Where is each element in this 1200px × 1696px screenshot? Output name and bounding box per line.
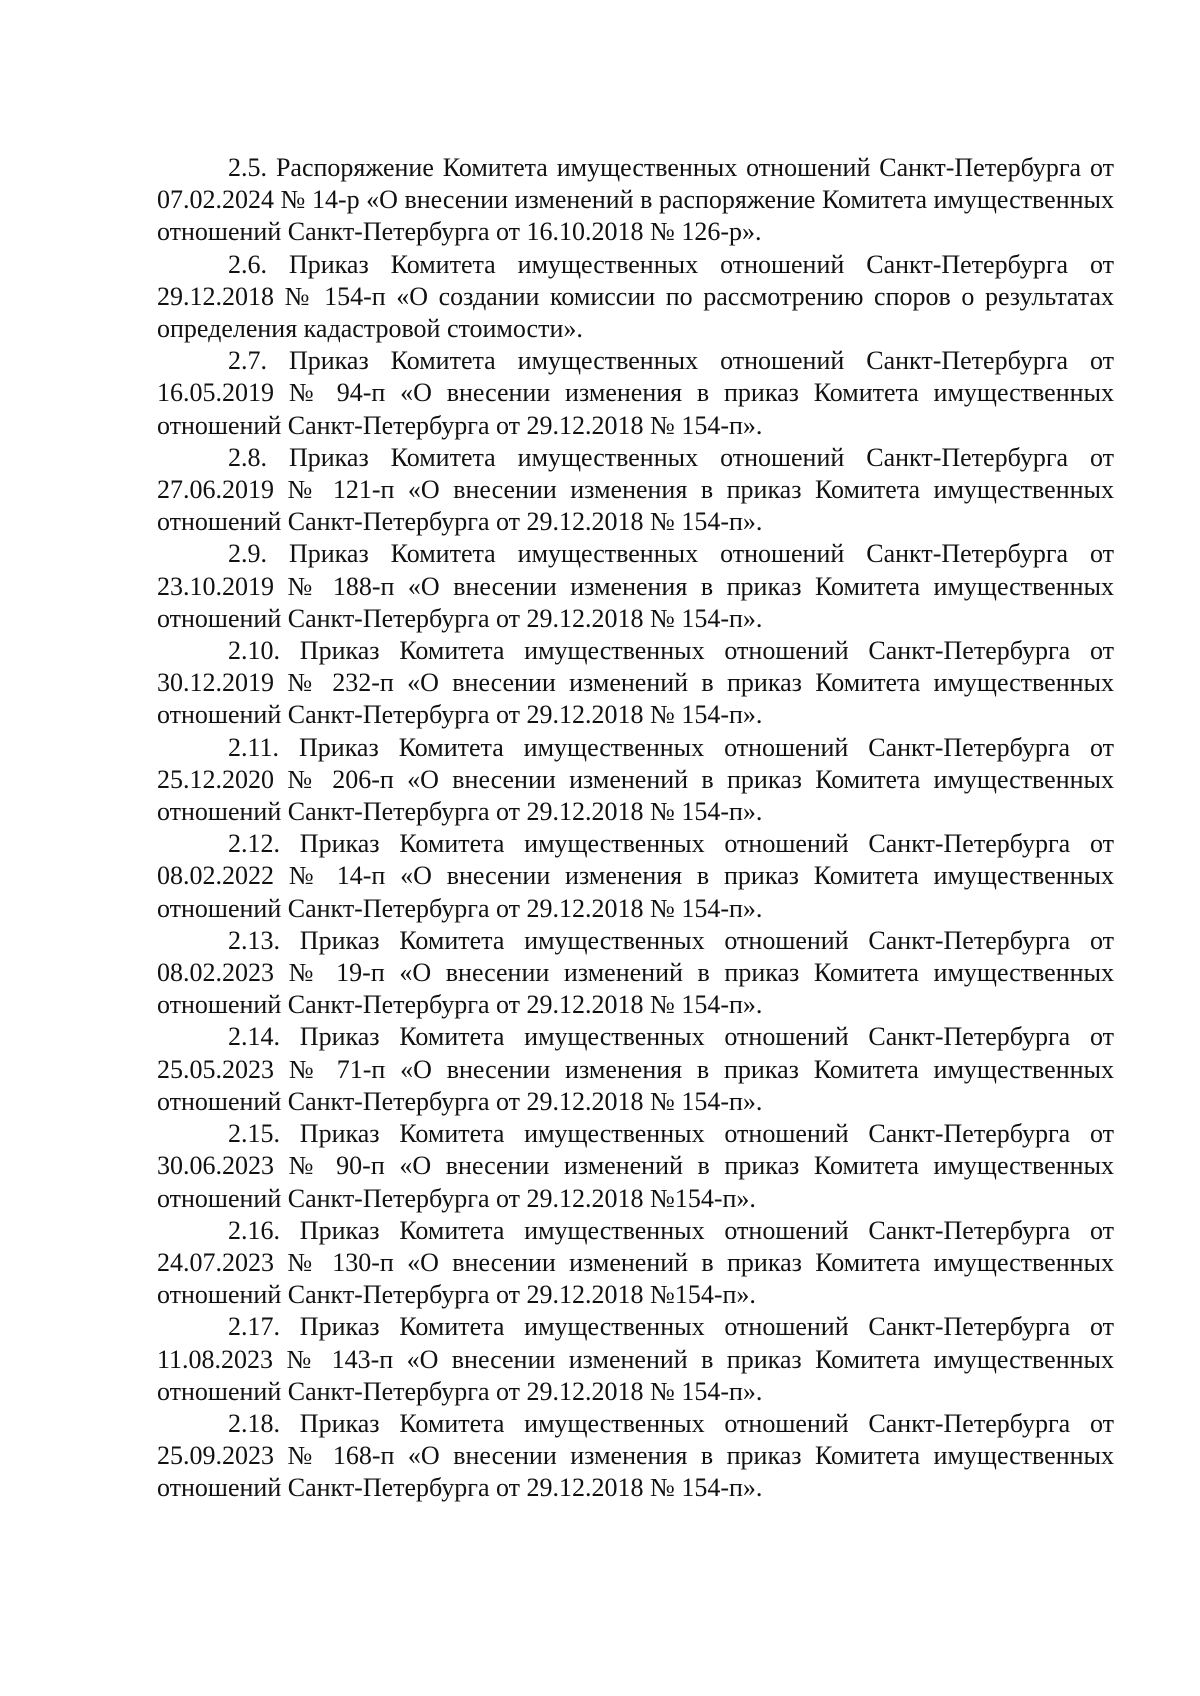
list-item — [157, 1215, 1114, 1312]
item-text: Приказ Комитета имущественных отношений Санкт-Петербурга от 16.05.2019 № 94-п «О внесении изменения в приказ Комитета имущественных отношений Санкт-Петербурга от 29.12.2018 № 154-п». — [157, 346, 1115, 440]
list-item — [157, 249, 1114, 346]
list-item — [157, 1408, 1114, 1505]
item-number: 2.15. — [228, 1119, 280, 1149]
list-item — [157, 1021, 1114, 1118]
list-item — [157, 1118, 1114, 1215]
item-number: 2.16. — [228, 1215, 280, 1245]
list-item — [157, 732, 1114, 829]
item-number: 2.9. — [228, 539, 267, 569]
item-number: 2.18. — [228, 1408, 280, 1438]
document-body — [157, 152, 1114, 1505]
item-text: Приказ Комитета имущественных отношений Санкт-Петербурга от 08.02.2023 № 19-п «О внесении изменений в приказ Комитета имущественных отношений Санкт-Петербурга от 29.12.2018 № 154-п». — [157, 925, 1114, 1020]
list-item — [157, 152, 1114, 249]
item-number: 2.8. — [228, 442, 267, 472]
item-text: Приказ Комитета имущественных отношений Санкт-Петербурга от 25.12.2020 № 206-п «О внесении изменений в приказ Комитета имущественных отношений Санкт-Петербурга от 29.12.2018 № 154-п». — [157, 732, 1114, 827]
item-text: Приказ Комитета имущественных отношений Санкт-Петербурга от 23.10.2019 № 188-п «О внесении изменения в приказ Комитета имущественных отношений Санкт-Петербурга от 29.12.2018 № 154-п». — [157, 539, 1115, 633]
list-item — [157, 925, 1114, 1022]
item-text: Приказ Комитета имущественных отношений Санкт-Петербурга от 24.07.2023 № 130-п «О внесении изменений в приказ Комитета имущественных отношений Санкт-Петербурга от 29.12.2018 №154-п». — [157, 1215, 1114, 1310]
list-item — [157, 635, 1114, 732]
item-text: Приказ Комитета имущественных отношений Санкт-Петербурга от 08.02.2022 № 14-п «О внесении изменения в приказ Комитета имущественных отношений Санкт-Петербурга от 29.12.2018 № 154-п». — [157, 829, 1114, 923]
list-item — [157, 345, 1114, 442]
item-number: 2.17. — [228, 1312, 280, 1342]
item-text: Приказ Комитета имущественных отношений Санкт-Петербурга от 30.12.2019 № 232-п «О внесении изменений в приказ Комитета имущественных отношений Санкт-Петербурга от 29.12.2018 № 154-п». — [157, 636, 1114, 730]
list-item — [157, 538, 1114, 635]
list-item — [157, 828, 1114, 925]
item-number: 2.10. — [228, 636, 280, 666]
item-number: 2.7. — [228, 346, 267, 376]
item-number: 2.12. — [228, 829, 280, 859]
item-number: 2.6. — [228, 249, 267, 279]
list-item — [157, 442, 1114, 539]
item-text: Распоряжение Комитета имущественных отношений Санкт-Петербурга от 07.02.2024 № 14-р «О внесении изменений в распоряжение Комитета имущественных отношений Санкт-Петербурга от 16.10.2018 № 126-р». — [157, 153, 1115, 247]
item-text: Приказ Комитета имущественных отношений Санкт-Петербурга от 25.09.2023 № 168-п «О внесении изменения в приказ Комитета имущественных отношений Санкт-Петербурга от 29.12.2018 № 154-п». — [157, 1408, 1114, 1503]
item-text: Приказ Комитета имущественных отношений Санкт-Петербурга от 27.06.2019 № 121-п «О внесении изменения в приказ Комитета имущественных отношений Санкт-Петербурга от 29.12.2018 № 154-п». — [157, 442, 1115, 537]
list-item — [157, 1311, 1114, 1408]
item-text: Приказ Комитета имущественных отношений Санкт-Петербурга от 30.06.2023 № 90-п «О внесении изменений в приказ Комитета имущественных отношений Санкт-Петербурга от 29.12.2018 №154-п». — [157, 1119, 1114, 1213]
item-number: 2.5. — [228, 153, 267, 182]
item-text: Приказ Комитета имущественных отношений Санкт-Петербурга от 25.05.2023 № 71-п «О внесении изменения в приказ Комитета имущественных отношений Санкт-Петербурга от 29.12.2018 № 154-п». — [157, 1022, 1114, 1116]
item-text: Приказ Комитета имущественных отношений Санкт-Петербурга от 29.12.2018 № 154-п «О создании комиссии по рассмотрению споров о результатах определения кадастровой стоимости». — [157, 249, 1115, 344]
item-number: 2.13. — [228, 925, 280, 955]
item-number: 2.11. — [228, 732, 280, 762]
item-text: Приказ Комитета имущественных отношений Санкт-Петербурга от 11.08.2023 № 143-п «О внесении изменений в приказ Комитета имущественных отношений Санкт-Петербурга от 29.12.2018 № 154-п». — [157, 1312, 1114, 1406]
item-number: 2.14. — [228, 1022, 280, 1052]
